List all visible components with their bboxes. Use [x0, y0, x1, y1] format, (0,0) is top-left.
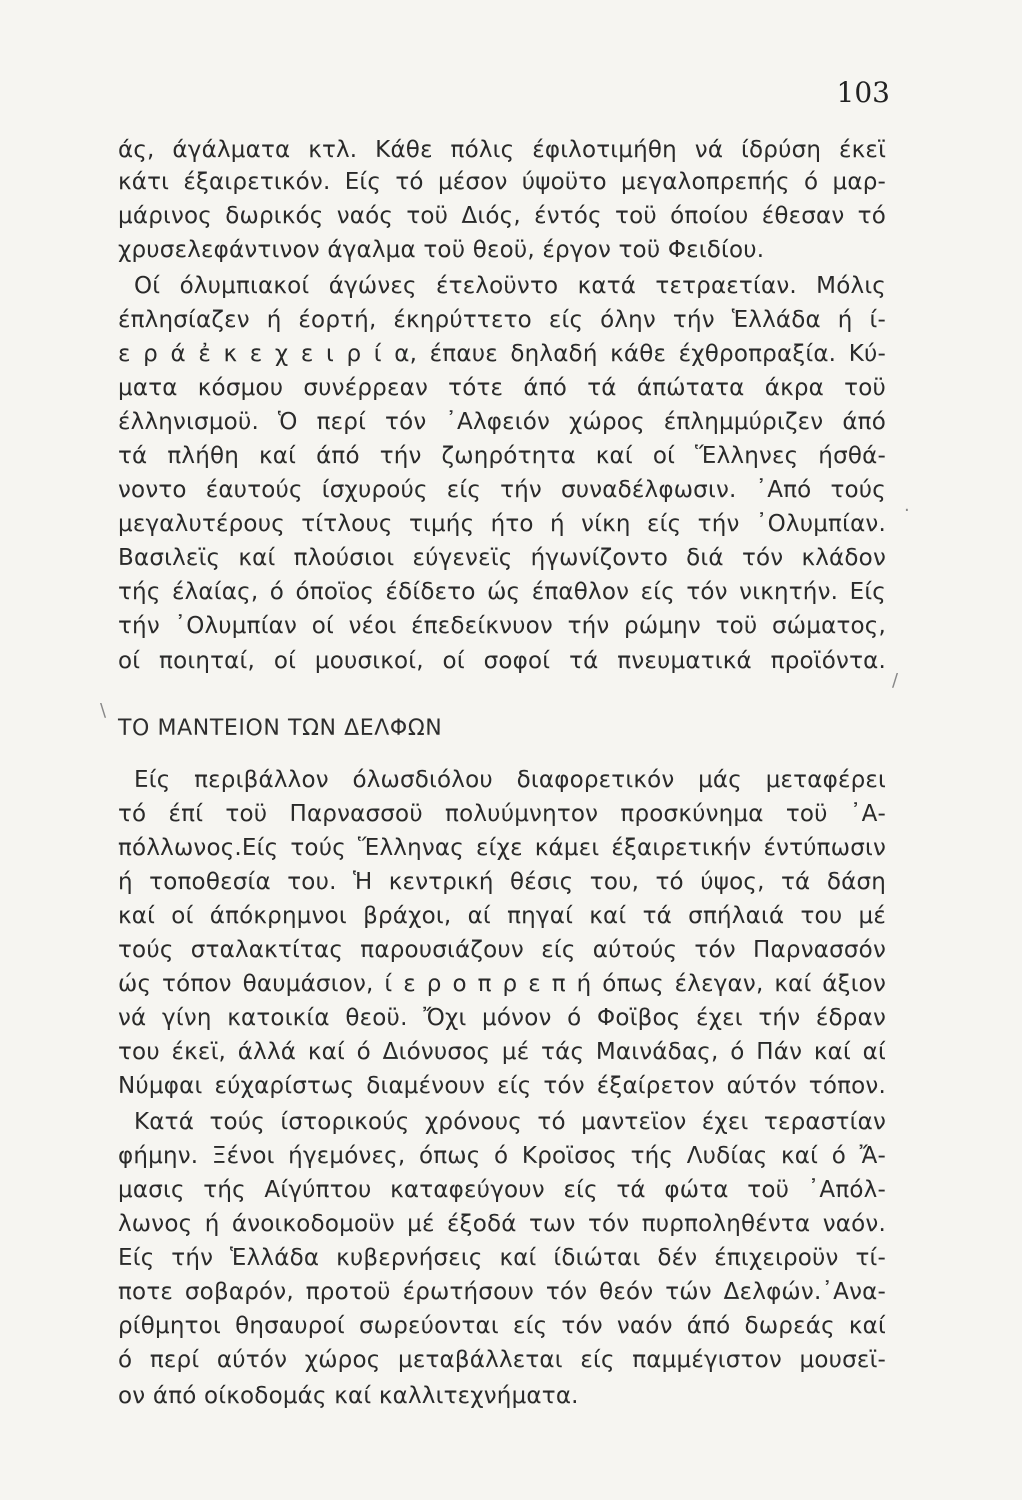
text-line: ό περί αύτόν χώρος μεταβάλλεται είς παμμέγιστον μουσεϊ- — [118, 1347, 886, 1373]
text-line: άς, άγάλματα κτλ. Κάθε πόλις έφιλοτιμήθη νά ίδρύση έκεϊ — [118, 137, 886, 163]
text-line: Κατά τούς ίστορικούς χρόνους τό μαντεϊον έχει τεραστίαν — [134, 1109, 886, 1135]
text-line: καί οί άπόκρημνοι βράχοι, αί πηγαί καί τά σπήλαιά του μέ — [118, 903, 886, 929]
text-line: μεγαλυτέρους τίτλους τιμής ήτο ή νίκη είς τήν ᾿Ολυμπίαν. — [118, 511, 886, 537]
text-line: νά γίνη κατοικία θεοϋ. Ὄχι μόνον ό Φοϊβος έχει τήν έδραν — [118, 1005, 886, 1031]
text-line: χρυσελεφάντινον άγαλμα τοϋ θεοϋ, έργον τοϋ Φειδίου. — [118, 237, 765, 263]
margin-mark: / — [892, 670, 899, 691]
text-line: Βασιλεϊς καί πλούσιοι εύγενεϊς ήγωνίζοντο διά τόν κλάδον — [118, 545, 886, 571]
text-line: μασις τής Αίγύπτου καταφεύγουν είς τά φώτα τοϋ ᾿Απόλ- — [118, 1177, 886, 1203]
text-line: πόλλωνος.Είς τούς Ἕλληνας είχε κάμει έξαιρετικήν έντύπωσιν — [118, 835, 886, 861]
text-line: ρίθμητοι θησαυροί σωρεύονται είς τόν ναόν άπό δωρεάς καί — [118, 1313, 886, 1339]
text-line: τό έπί τοϋ Παρνασσοϋ πολυύμνητον προσκύνημα τοϋ ᾿Α- — [118, 801, 886, 827]
text-line: τούς σταλακτίτας παρουσιάζουν είς αύτούς τόν Παρνασσόν — [118, 937, 886, 963]
text-line: τά πλήθη καί άπό τήν ζωηρότητα καί οί Ἕλληνες ήσθά- — [118, 443, 886, 469]
text-line: του έκεϊ, άλλά καί ό Διόνυσος μέ τάς Μαινάδας, ό Πάν καί αί — [118, 1039, 886, 1065]
text-line: ον άπό οίκοδομάς καί καλλιτεχνήματα. — [118, 1383, 579, 1409]
text-line: ώς τόπον θαυμάσιον, ί ε ρ ο π ρ ε π ή όπως έλεγαν, καί άξιον — [118, 971, 886, 997]
page-number: 103 — [836, 76, 890, 109]
text-line: τήν ᾿Ολυμπίαν οί νέοι έπεδείκνυον τήν ρώμην τοϋ σώματος, — [118, 613, 886, 639]
text-line: Είς περιβάλλον όλωσδιόλου διαφορετικόν μάς μεταφέρει — [134, 767, 886, 793]
text-line: ή τοποθεσία του. Ἡ κεντρική θέσις του, τό ύψος, τά δάση — [118, 869, 886, 895]
text-line: κάτι έξαιρετικόν. Είς τό μέσον ύψοϋτο μεγαλοπρεπής ό μαρ- — [118, 169, 886, 195]
margin-mark: \ — [100, 700, 107, 721]
text-line: οί ποιηταί, οί μουσικοί, οί σοφοί τά πνευματικά προϊόντα. — [118, 648, 886, 674]
text-line: τής έλαίας, ό όποϊος έδίδετο ώς έπαθλον είς τόν νικητήν. Είς — [118, 579, 886, 605]
text-line: έπλησίαζεν ή έορτή, έκηρύττετο είς όλην τήν Ἑλλάδα ή ί- — [118, 307, 886, 333]
text-line: νοντο έαυτούς ίσχυρούς είς τήν συναδέλφωσιν. ᾿Από τούς — [118, 477, 886, 503]
text-line: λωνος ή άνοικοδομοϋν μέ έξοδά των τόν πυρποληθέντα ναόν. — [118, 1211, 886, 1237]
text-line: φήμην. Ξένοι ήγεμόνες, όπως ό Κροϊσος τής Λυδίας καί ό Ἄ- — [118, 1143, 886, 1169]
text-line: Οί όλυμπιακοί άγώνες έτελοϋντο κατά τετραετίαν. Μόλις — [134, 273, 886, 299]
text-line: μάρινος δωρικός ναός τοϋ Διός, έντός τοϋ όποίου έθεσαν τό — [118, 203, 886, 229]
text-line: Είς τήν Ἑλλάδα κυβερνήσεις καί ίδιώται δέν έπιχειροϋν τί- — [118, 1245, 886, 1271]
text-line: ε ρ ά ἐ κ ε χ ε ι ρ ί α, έπαυε δηλαδή κάθε έχθροπραξία. Κύ- — [118, 341, 886, 367]
section-heading: ΤΟ ΜΑΝΤΕΙΟΝ ΤΩΝ ΔΕΛΦΩΝ — [118, 716, 443, 741]
margin-mark: · — [904, 500, 910, 521]
text-line: ματα κόσμου συνέρρεαν τότε άπό τά άπώτατα άκρα τοϋ — [118, 375, 886, 401]
text-line: έλληνισμοϋ. Ὁ περί τόν ᾿Αλφειόν χώρος έπλημμύριζεν άπό — [118, 409, 886, 435]
text-line: Νύμφαι εύχαρίστως διαμένουν είς τόν έξαίρετον αύτόν τόπον. — [118, 1073, 886, 1099]
text-line: ποτε σοβαρόν, προτοϋ έρωτήσουν τόν θεόν τών Δελφών.᾿Ανα- — [118, 1279, 886, 1305]
